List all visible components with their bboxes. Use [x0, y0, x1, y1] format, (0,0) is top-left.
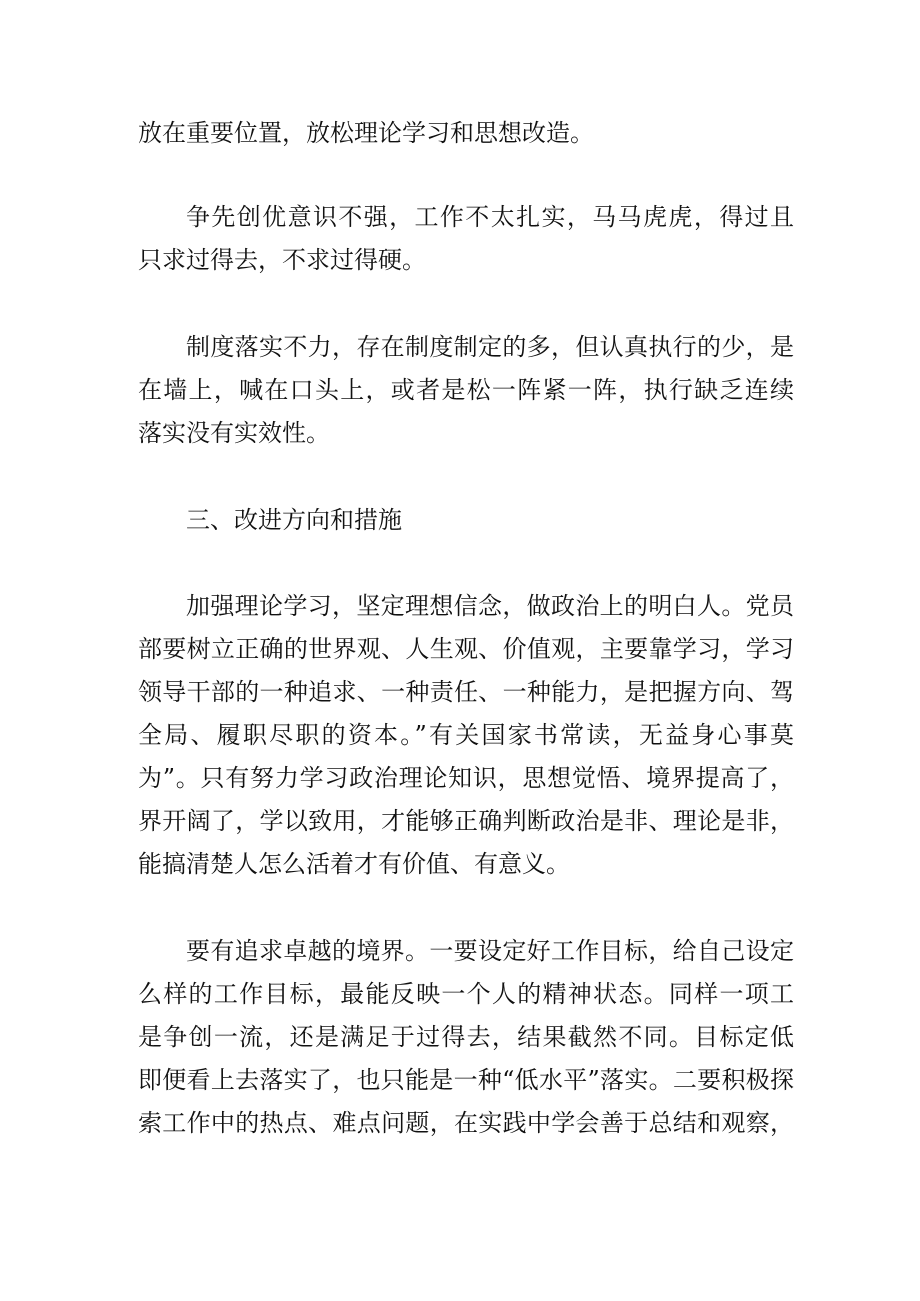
section-heading: 三、改进方向和措施 [186, 506, 402, 534]
paragraph-line: 只求过得去，不求过得硬。 [138, 246, 426, 274]
paragraph-line: 能搞清楚人怎么活着才有价值、有意义。 [138, 850, 570, 878]
paragraph-line: 部要树立正确的世界观、人生观、价值观，主要靠学习，学习 [138, 635, 794, 663]
paragraph-line: 即便看上去落实了，也只能是一种“低水平”落实。二要积极探 [138, 1066, 794, 1094]
paragraph-line: 领导干部的一种追求、一种责任、一种能力，是把握方向、驾 [138, 678, 794, 706]
paragraph-line: 落实没有实效性。 [138, 419, 330, 447]
paragraph-line: 索工作中的热点、难点问题，在实践中学会善于总结和观察， [138, 1109, 794, 1137]
paragraph-line: 争先创优意识不强，工作不太扎实，马马虎虎，得过且 [186, 203, 794, 231]
paragraph-line: 是争创一流，还是满足于过得去，结果截然不同。目标定低 [138, 1023, 794, 1051]
paragraph-line: 全局、履职尽职的资本。”有关国家书常读，无益身心事莫 [138, 721, 794, 749]
paragraph-line: 么样的工作目标，最能反映一个人的精神状态。同样一项工 [138, 980, 794, 1008]
paragraph-line: 为”。只有努力学习政治理论知识，思想觉悟、境界提高了， [138, 764, 794, 792]
paragraph-line: 在墙上，喊在口头上，或者是松一阵紧一阵，执行缺乏连续 [138, 376, 794, 404]
paragraph-line: 界开阔了，学以致用，才能够正确判断政治是非、理论是非， [138, 807, 794, 835]
paragraph-line: 要有追求卓越的境界。一要设定好工作目标，给自己设定 [186, 937, 794, 965]
paragraph-line: 制度落实不力，存在制度制定的多，但认真执行的少，是 [186, 333, 794, 361]
paragraph-line: 加强理论学习，坚定理想信念，做政治上的明白人。党员 [186, 592, 794, 620]
paragraph-line: 放在重要位置，放松理论学习和思想改造。 [138, 119, 594, 147]
